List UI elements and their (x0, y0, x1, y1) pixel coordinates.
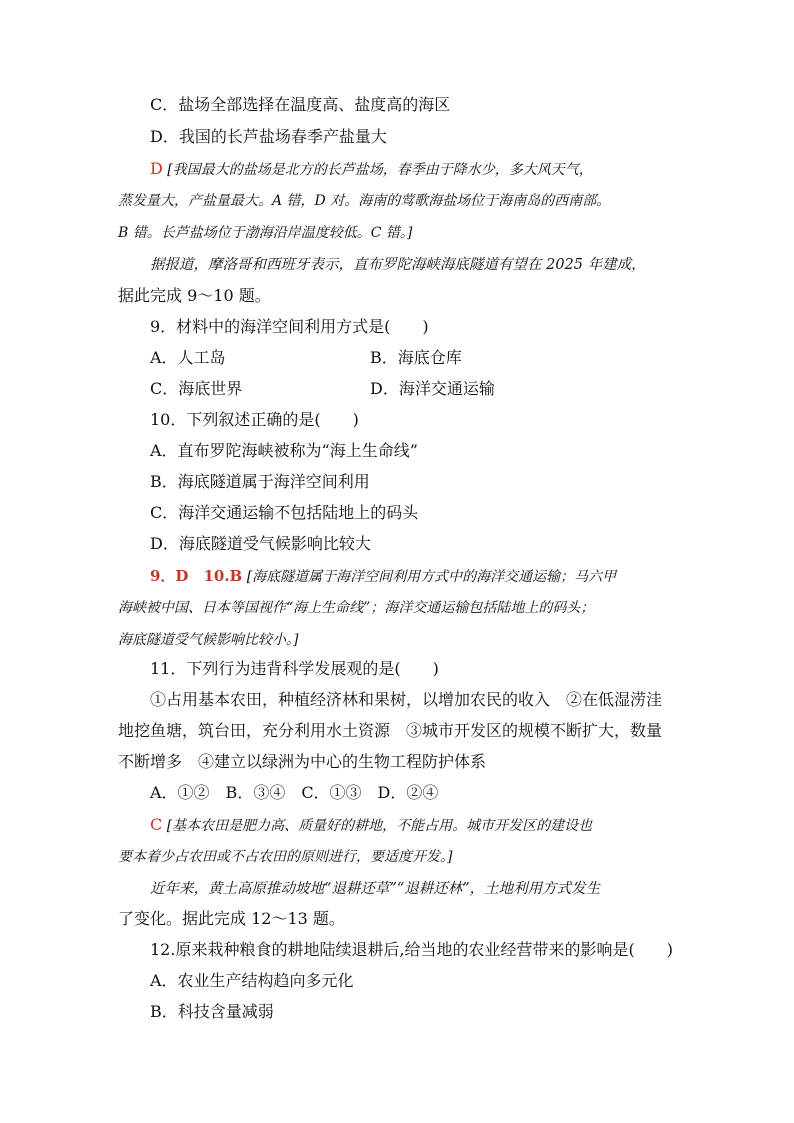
stem-12-13-line-2: 了变化。据此完成 12～13 题。 (118, 909, 345, 928)
stem-9-10: 据报道，摩洛哥和西班牙表示，直布罗陀海峡海底隧道有望在 2025 年建成， (150, 257, 646, 273)
q10-option-b: B．海底隧道属于海洋空间利用 (150, 472, 370, 491)
explanation-text: [我国最大的盐场是北方的长芦盐场，春季由于降水少，多大风天气， (167, 162, 593, 178)
answer-8-line-2: 蒸发量大，产盐量最大。A 错，D 对。海南的莺歌海盐场位于海南岛的西南部。 (118, 193, 611, 209)
answer-9-10-line-2: 海峡被中国、日本等国视作“海上生命线”；海洋交通运输包括陆地上的码头； (118, 600, 595, 616)
explanation-text: [海底隧道属于海洋空间利用方式中的海洋交通运输；马六甲 (246, 569, 617, 585)
answer-letters: 9．D 10.B (150, 567, 243, 585)
q11-statements-line-2: 地挖鱼塘，筑台田，充分利用水土资源 ③城市开发区的规模不断扩大，数量 (118, 721, 663, 740)
q11-options: A．①② B．③④ C．①③ D．②④ (150, 783, 439, 802)
q10-option-d: D．海底隧道受气候影响比较大 (150, 534, 371, 553)
q9-option-b: B．海底仓库 (370, 348, 462, 367)
explanation-text: [基本农田是肥力高、质量好的耕地，不能占用。城市开发区的建设也 (166, 818, 593, 834)
question-10: 10．下列叙述正确的是( ) (150, 410, 359, 429)
q8-option-c: C．盐场全部选择在温度高、盐度高的海区 (150, 95, 451, 114)
answer-9-10 (150, 566, 616, 587)
question-9: 9．材料中的海洋空间利用方式是( ) (150, 317, 429, 336)
q9-option-a: A．人工岛 (150, 348, 226, 367)
q10-option-c: C．海洋交通运输不包括陆地上的码头 (150, 503, 419, 522)
q11-statements-line-3: 不断增多 ④建立以绿洲为中心的生物工程防护体系 (118, 752, 487, 771)
answer-8-line-3: B 错。长芦盐场位于渤海沿岸温度较低。C 错。] (118, 225, 413, 241)
answer-letter: C (150, 815, 163, 834)
question-12: 12.原来栽种粮食的耕地陆续退耕后,给当地的农业经营带来的影响是( ) (150, 940, 674, 959)
q9-option-c: C．海底世界 (150, 379, 243, 398)
answer-9-10-line-3: 海底隧道受气候影响比较小。] (118, 632, 299, 648)
answer-11-line-2: 要本着少占农田或不占农田的原则进行，要适度开发。] (118, 849, 453, 865)
stem-12-13: 近年来，黄土高原推动坡地“退耕还草”“退耕还林”，土地利用方式发生 (150, 881, 601, 897)
stem-9-10-line-2: 据此完成 9～10 题。 (118, 286, 271, 305)
answer-letter: D (150, 159, 163, 178)
q12-option-a: A．农业生产结构趋向多元化 (150, 971, 354, 990)
q11-statements-line-1: ①占用基本农田，种植经济林和果树，以增加农民的收入 ②在低湿涝洼 (150, 690, 663, 709)
q10-option-a: A．直布罗陀海峡被称为“海上生命线” (150, 441, 418, 460)
question-11: 11．下列行为违背科学发展观的是( ) (150, 659, 439, 678)
answer-8 (150, 159, 593, 180)
q8-option-d: D．我国的长芦盐场春季产盐量大 (150, 127, 387, 146)
q9-option-d: D．海洋交通运输 (370, 379, 495, 398)
answer-11 (150, 815, 592, 836)
q12-option-b: B．科技含量减弱 (150, 1002, 274, 1021)
